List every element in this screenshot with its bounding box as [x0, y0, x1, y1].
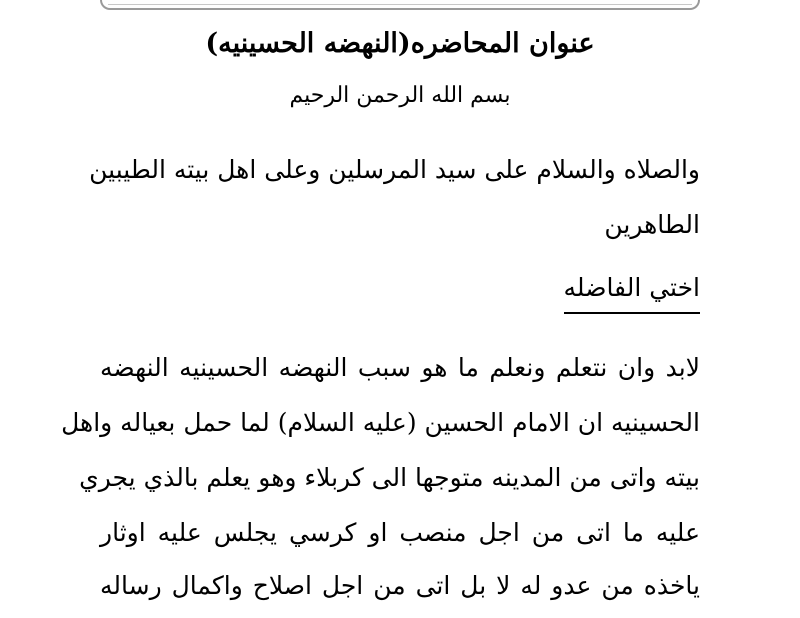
body-line-1: لابد وان نتعلم ونعلم ما هو سبب النهضه الحسينيه النهضه: [100, 353, 700, 382]
basmala: بسم الله الرحمن الرحيم: [289, 83, 511, 108]
body-line-3: بيته واتى من المدينه متوجها الى كربلاء وهو يعلم بالذي يجري: [79, 463, 700, 492]
body-line-5: ياخذه من عدو له لا بل اتى من اجل اصلاح واكمال رساله: [100, 571, 700, 600]
intro-line-1: والصلاه والسلام على سيد المرسلين وعلى اهل بيته الطيبين: [89, 155, 700, 184]
body-line-4: عليه ما اتى من اجل منصب او كرسي يجلس عليه اوثار: [100, 518, 700, 547]
section-heading: اختي الفاضله: [564, 268, 700, 314]
lecture-title: عنوان المحاضره(النهضه الحسينيه): [205, 28, 595, 59]
intro-line-2: الطاهرين: [604, 210, 700, 239]
document-page: [61, 0, 700, 618]
body-line-2: الحسينيه ان الامام الحسين (عليه السلام) لما حمل بعياله واهل: [61, 408, 700, 437]
